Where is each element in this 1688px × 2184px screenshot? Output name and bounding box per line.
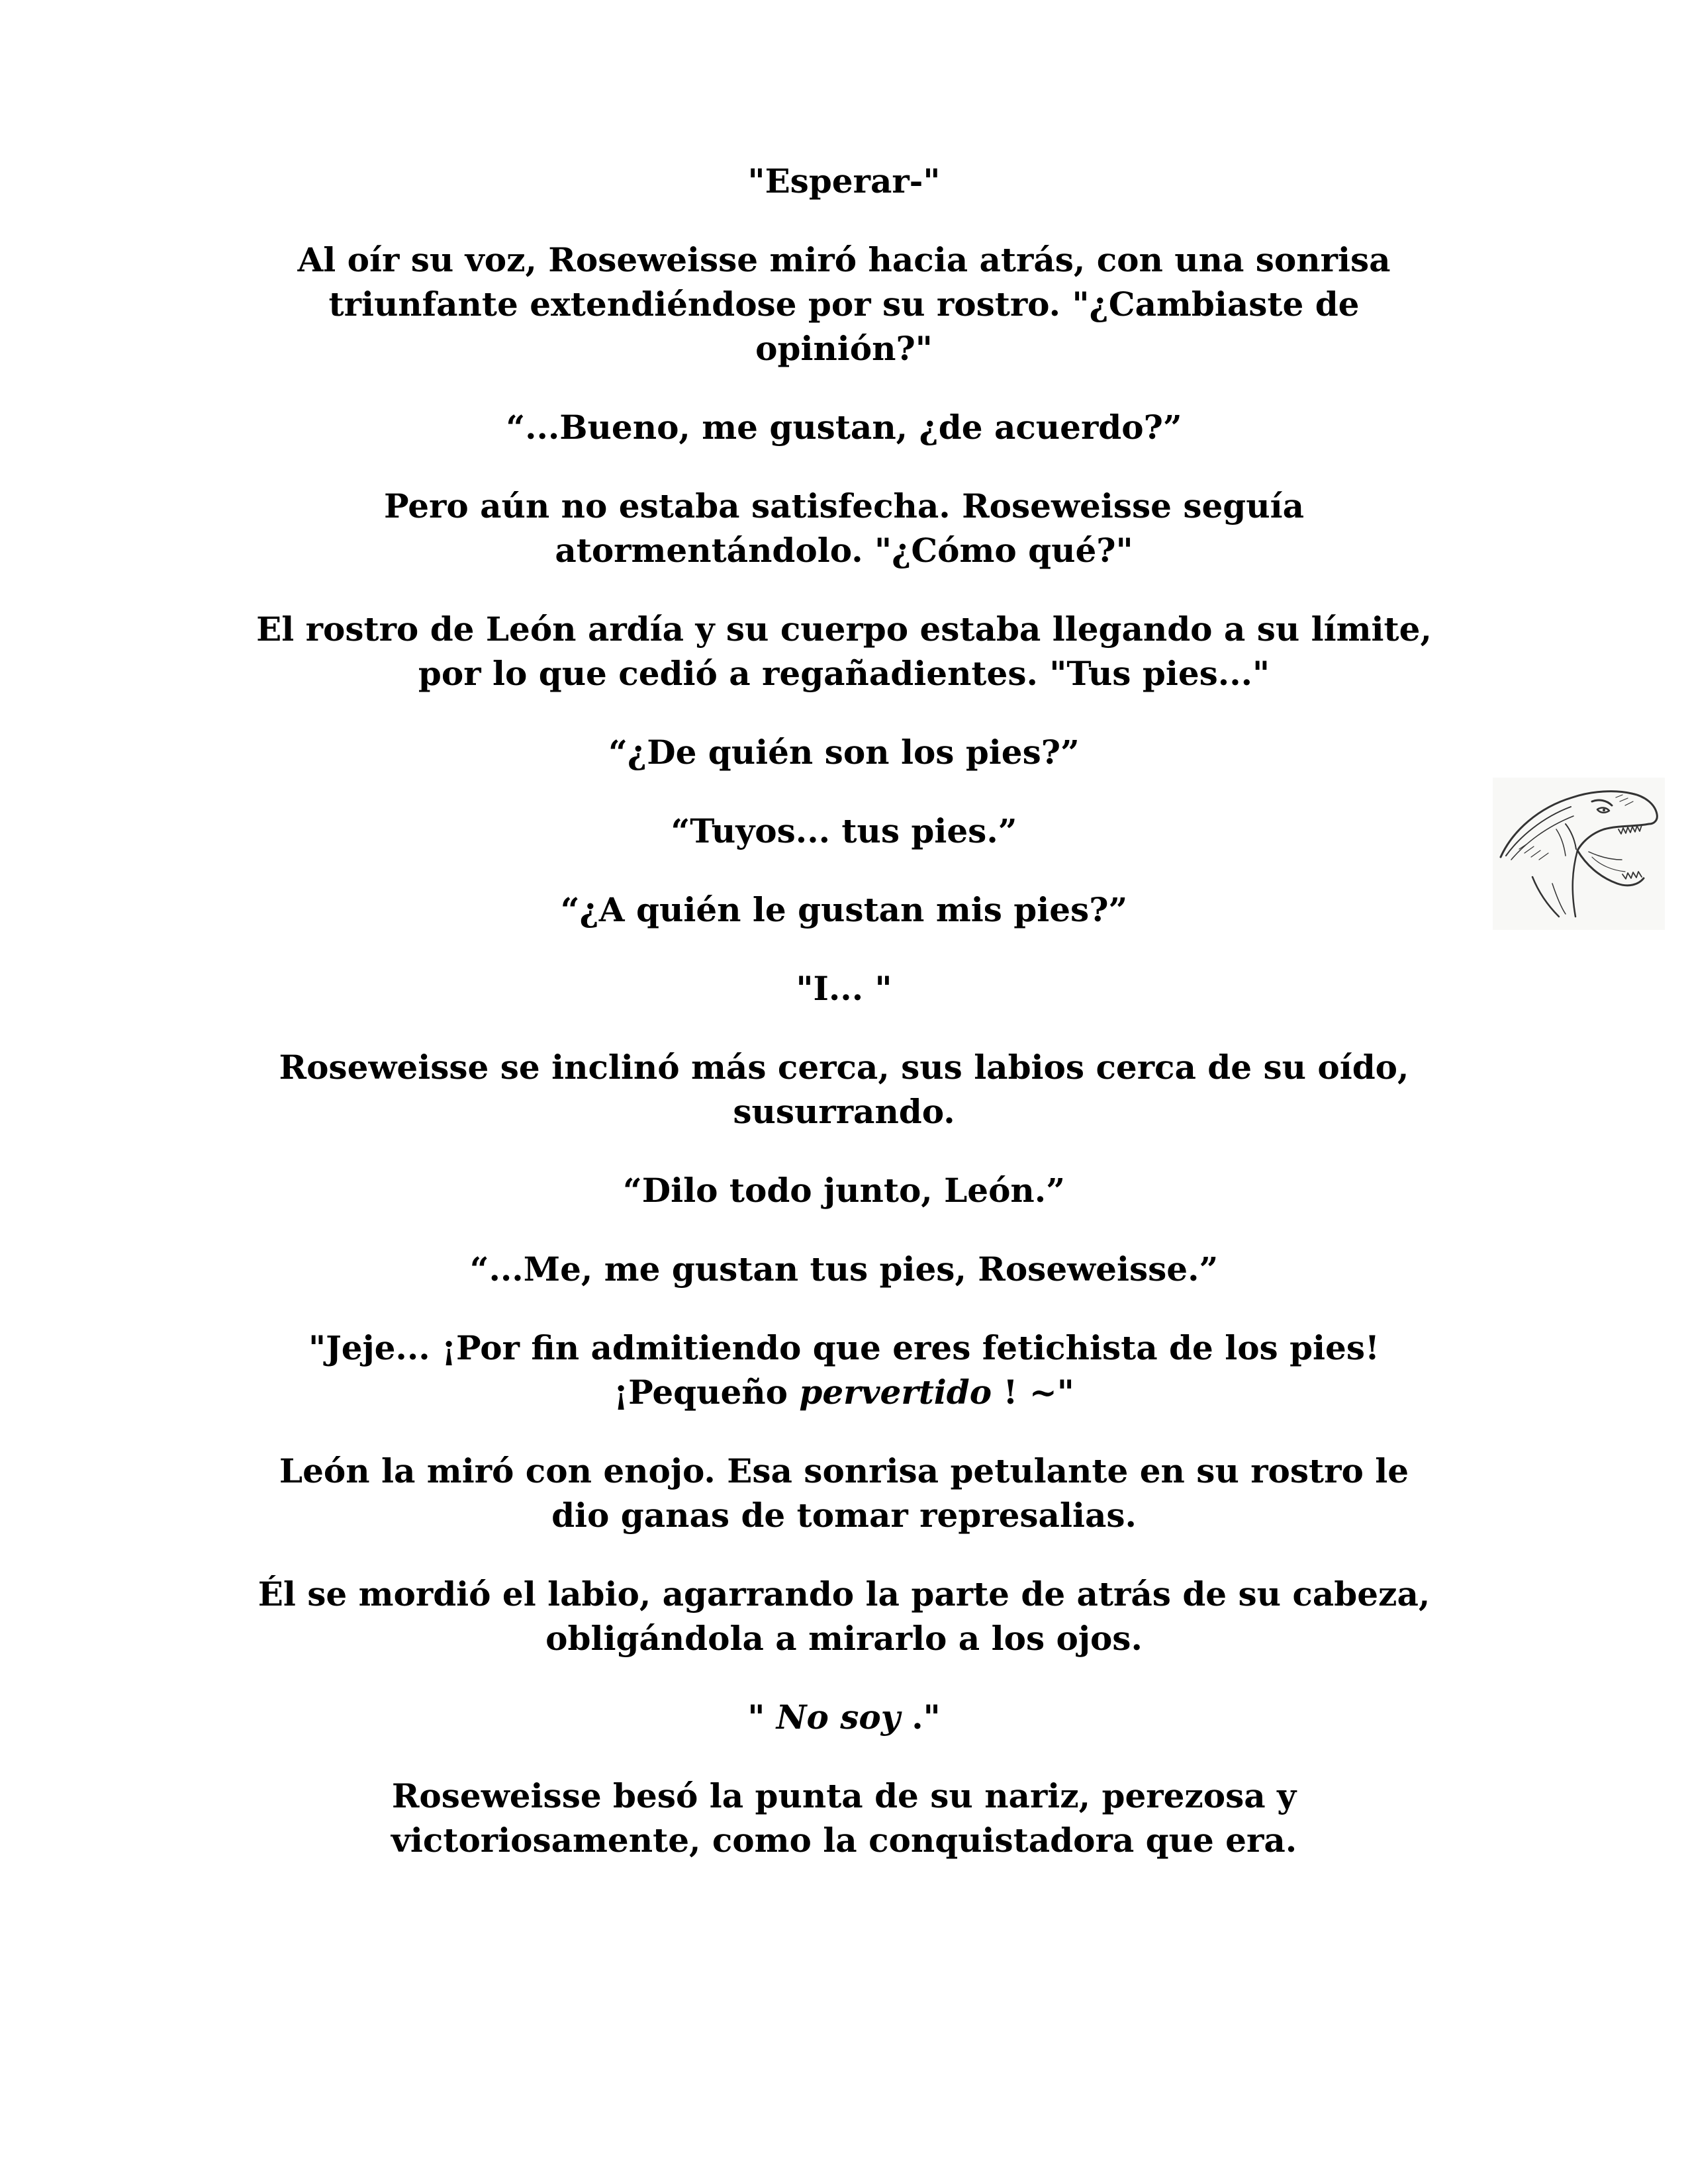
text-line: Roseweisse se inclinó más cerca, sus labios cerca de su oído, (279, 1048, 1409, 1087)
paragraph-13 (165, 1326, 1523, 1414)
paragraph-7 (165, 809, 1523, 853)
italic-word: No soy (776, 1698, 900, 1737)
italic-word: pervertido (799, 1373, 992, 1412)
text-line: Al oír su voz, Roseweisse miró hacia atrás, con una sonrisa (297, 240, 1391, 279)
text-line: obligándola a mirarlo a los ojos. (545, 1619, 1143, 1658)
text-line: victoriosamente, como la conquistadora que era. (391, 1821, 1297, 1860)
text-line: dio ganas de tomar represalias. (551, 1496, 1137, 1535)
text-line: “¿De quién son los pies?” (608, 733, 1080, 772)
dinosaur-head-sketch-icon (1493, 778, 1665, 930)
text-line: "Esperar-" (747, 161, 941, 201)
text-line: “...Me, me gustan tus pies, Roseweisse.” (469, 1250, 1219, 1289)
text-line: Roseweisse besó la punta de su nariz, perezosa y (391, 1776, 1297, 1815)
paragraph-1 (165, 159, 1523, 203)
text-segment: ¡Pequeño (614, 1373, 800, 1412)
text-line: “¿A quién le gustan mis pies?” (560, 890, 1128, 929)
paragraph-3 (165, 405, 1523, 449)
paragraph-9 (165, 966, 1523, 1011)
text-line: opinión?" (755, 329, 933, 368)
paragraph-15 (165, 1572, 1523, 1661)
text-line: El rostro de León ardía y su cuerpo estaba llegando a su límite, (256, 610, 1432, 649)
text-line: susurrando. (733, 1092, 955, 1131)
paragraph-12 (165, 1247, 1523, 1291)
paragraph-5 (165, 607, 1523, 696)
paragraph-16 (165, 1695, 1523, 1739)
text-line: Él se mordió el labio, agarrando la parte de atrás de su cabeza, (258, 1574, 1430, 1614)
paragraph-4 (165, 484, 1523, 572)
text-line (165, 1695, 1523, 1739)
text-line: "Jeje... ¡Por fin admitiendo que eres fetichista de los pies! (308, 1328, 1380, 1367)
text-line (165, 1370, 1523, 1414)
story-text (165, 159, 1523, 1897)
paragraph-17 (165, 1774, 1523, 1862)
paragraph-10 (165, 1045, 1523, 1134)
text-line: Pero aún no estaba satisfecha. Roseweisse seguía (383, 486, 1304, 525)
text-line: por lo que cedió a regañadientes. "Tus pies..." (418, 654, 1270, 693)
paragraph-6 (165, 730, 1523, 774)
text-segment: ." (900, 1698, 941, 1737)
paragraph-11 (165, 1168, 1523, 1212)
text-segment: " (747, 1698, 776, 1737)
text-line: triunfante extendiéndose por su rostro. "¿Cambiaste de (328, 285, 1360, 324)
text-line: León la miró con enojo. Esa sonrisa petulante en su rostro le (279, 1451, 1409, 1490)
text-line: “Tuyos... tus pies.” (671, 811, 1017, 850)
text-line: atormentándolo. "¿Cómo qué?" (555, 531, 1133, 570)
text-segment: ! ~" (992, 1373, 1074, 1412)
text-line: “...Bueno, me gustan, ¿de acuerdo?” (506, 408, 1182, 447)
paragraph-2 (165, 238, 1523, 371)
paragraph-14 (165, 1449, 1523, 1537)
text-line: “Dilo todo junto, León.” (623, 1171, 1065, 1210)
paragraph-8 (165, 887, 1523, 932)
text-line: "I... " (796, 969, 892, 1008)
